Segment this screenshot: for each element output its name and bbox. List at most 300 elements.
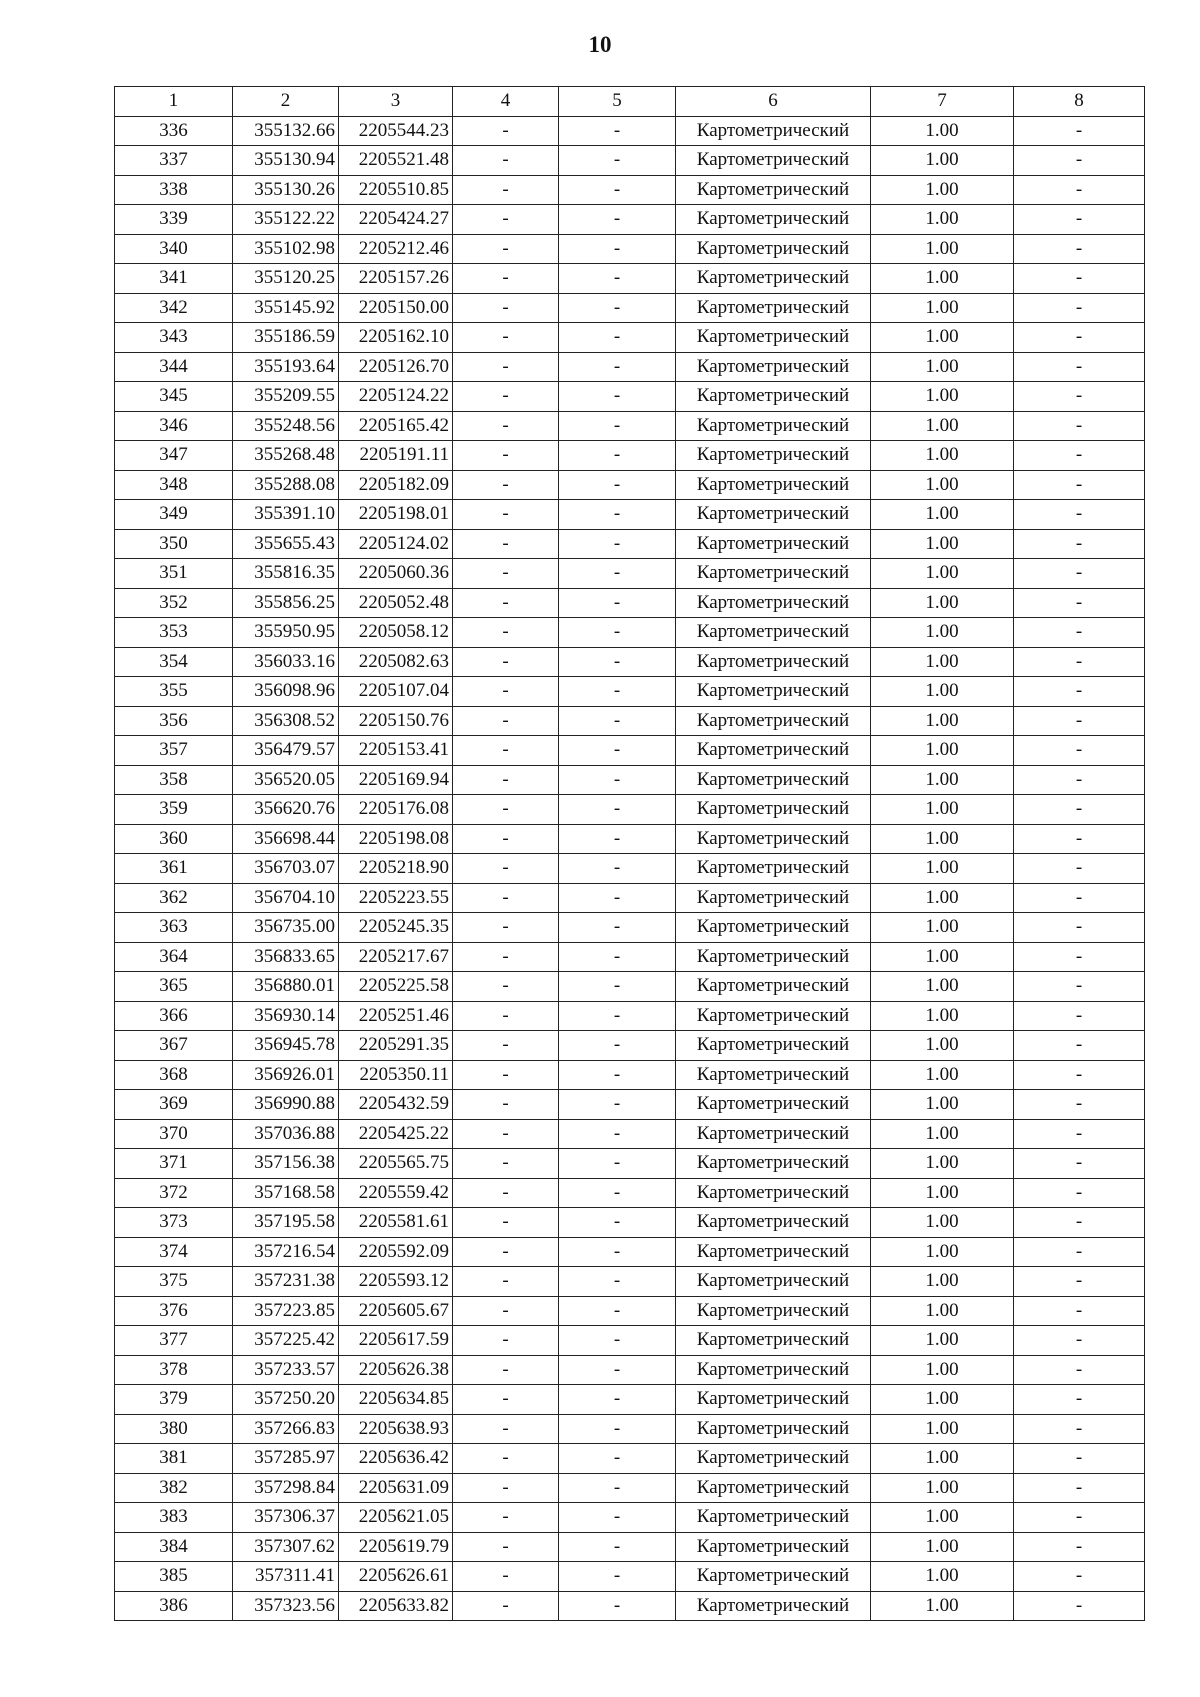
table-body bbox=[115, 116, 1145, 1621]
column-5-cell: - bbox=[559, 824, 676, 854]
x-coordinate-cell: 356833.65 bbox=[233, 942, 339, 972]
column-8-cell: - bbox=[1014, 411, 1145, 441]
y-coordinate-cell: 2205218.90 bbox=[339, 854, 453, 884]
column-8-cell: - bbox=[1014, 677, 1145, 707]
accuracy-cell: 1.00 bbox=[871, 883, 1014, 913]
method-cell: Картометрический bbox=[676, 972, 871, 1002]
column-header-7: 7 bbox=[871, 87, 1014, 117]
column-4-cell: - bbox=[453, 529, 559, 559]
x-coordinate-cell: 357225.42 bbox=[233, 1326, 339, 1356]
method-cell: Картометрический bbox=[676, 1178, 871, 1208]
point-number-cell: 375 bbox=[115, 1267, 233, 1297]
method-cell: Картометрический bbox=[676, 1090, 871, 1120]
column-8-cell: - bbox=[1014, 765, 1145, 795]
column-4-cell: - bbox=[453, 883, 559, 913]
point-number-cell: 379 bbox=[115, 1385, 233, 1415]
point-number-cell: 359 bbox=[115, 795, 233, 825]
x-coordinate-cell: 355816.35 bbox=[233, 559, 339, 589]
y-coordinate-cell: 2205245.35 bbox=[339, 913, 453, 943]
point-number-cell: 341 bbox=[115, 264, 233, 294]
column-5-cell: - bbox=[559, 146, 676, 176]
table-row bbox=[115, 529, 1145, 559]
column-8-cell: - bbox=[1014, 588, 1145, 618]
method-cell: Картометрический bbox=[676, 795, 871, 825]
point-number-cell: 361 bbox=[115, 854, 233, 884]
column-8-cell: - bbox=[1014, 264, 1145, 294]
column-4-cell: - bbox=[453, 1208, 559, 1238]
column-5-cell: - bbox=[559, 618, 676, 648]
column-8-cell: - bbox=[1014, 293, 1145, 323]
point-number-cell: 346 bbox=[115, 411, 233, 441]
column-4-cell: - bbox=[453, 411, 559, 441]
x-coordinate-cell: 357168.58 bbox=[233, 1178, 339, 1208]
y-coordinate-cell: 2205191.11 bbox=[339, 441, 453, 471]
accuracy-cell: 1.00 bbox=[871, 1060, 1014, 1090]
y-coordinate-cell: 2205619.79 bbox=[339, 1532, 453, 1562]
accuracy-cell: 1.00 bbox=[871, 736, 1014, 766]
table-row bbox=[115, 647, 1145, 677]
table-row bbox=[115, 736, 1145, 766]
x-coordinate-cell: 355120.25 bbox=[233, 264, 339, 294]
accuracy-cell: 1.00 bbox=[871, 1001, 1014, 1031]
point-number-cell: 368 bbox=[115, 1060, 233, 1090]
point-number-cell: 355 bbox=[115, 677, 233, 707]
point-number-cell: 370 bbox=[115, 1119, 233, 1149]
method-cell: Картометрический bbox=[676, 205, 871, 235]
column-8-cell: - bbox=[1014, 323, 1145, 353]
y-coordinate-cell: 2205082.63 bbox=[339, 647, 453, 677]
table-row bbox=[115, 1178, 1145, 1208]
column-8-cell: - bbox=[1014, 1090, 1145, 1120]
column-5-cell: - bbox=[559, 441, 676, 471]
x-coordinate-cell: 356098.96 bbox=[233, 677, 339, 707]
table-row bbox=[115, 972, 1145, 1002]
column-4-cell: - bbox=[453, 736, 559, 766]
column-4-cell: - bbox=[453, 1444, 559, 1474]
accuracy-cell: 1.00 bbox=[871, 795, 1014, 825]
column-5-cell: - bbox=[559, 1001, 676, 1031]
y-coordinate-cell: 2205058.12 bbox=[339, 618, 453, 648]
accuracy-cell: 1.00 bbox=[871, 175, 1014, 205]
y-coordinate-cell: 2205251.46 bbox=[339, 1001, 453, 1031]
point-number-cell: 358 bbox=[115, 765, 233, 795]
method-cell: Картометрический bbox=[676, 1149, 871, 1179]
accuracy-cell: 1.00 bbox=[871, 293, 1014, 323]
column-5-cell: - bbox=[559, 1503, 676, 1533]
column-4-cell: - bbox=[453, 1031, 559, 1061]
column-5-cell: - bbox=[559, 736, 676, 766]
y-coordinate-cell: 2205150.00 bbox=[339, 293, 453, 323]
table-row bbox=[115, 854, 1145, 884]
point-number-cell: 372 bbox=[115, 1178, 233, 1208]
point-number-cell: 371 bbox=[115, 1149, 233, 1179]
column-8-cell: - bbox=[1014, 1237, 1145, 1267]
table-row bbox=[115, 116, 1145, 146]
column-4-cell: - bbox=[453, 175, 559, 205]
point-number-cell: 344 bbox=[115, 352, 233, 382]
column-4-cell: - bbox=[453, 1237, 559, 1267]
y-coordinate-cell: 2205510.85 bbox=[339, 175, 453, 205]
point-number-cell: 386 bbox=[115, 1591, 233, 1621]
column-4-cell: - bbox=[453, 795, 559, 825]
accuracy-cell: 1.00 bbox=[871, 382, 1014, 412]
column-5-cell: - bbox=[559, 795, 676, 825]
column-5-cell: - bbox=[559, 1355, 676, 1385]
column-5-cell: - bbox=[559, 1296, 676, 1326]
column-header-4: 4 bbox=[453, 87, 559, 117]
column-8-cell: - bbox=[1014, 1326, 1145, 1356]
column-5-cell: - bbox=[559, 1178, 676, 1208]
column-4-cell: - bbox=[453, 352, 559, 382]
method-cell: Картометрический bbox=[676, 559, 871, 589]
column-5-cell: - bbox=[559, 706, 676, 736]
method-cell: Картометрический bbox=[676, 824, 871, 854]
method-cell: Картометрический bbox=[676, 588, 871, 618]
y-coordinate-cell: 2205432.59 bbox=[339, 1090, 453, 1120]
column-4-cell: - bbox=[453, 323, 559, 353]
y-coordinate-cell: 2205638.93 bbox=[339, 1414, 453, 1444]
x-coordinate-cell: 355186.59 bbox=[233, 323, 339, 353]
x-coordinate-cell: 355856.25 bbox=[233, 588, 339, 618]
method-cell: Картометрический bbox=[676, 1001, 871, 1031]
column-4-cell: - bbox=[453, 1355, 559, 1385]
method-cell: Картометрический bbox=[676, 1414, 871, 1444]
accuracy-cell: 1.00 bbox=[871, 1296, 1014, 1326]
column-header-2: 2 bbox=[233, 87, 339, 117]
y-coordinate-cell: 2205605.67 bbox=[339, 1296, 453, 1326]
y-coordinate-cell: 2205350.11 bbox=[339, 1060, 453, 1090]
column-8-cell: - bbox=[1014, 942, 1145, 972]
y-coordinate-cell: 2205153.41 bbox=[339, 736, 453, 766]
y-coordinate-cell: 2205198.01 bbox=[339, 500, 453, 530]
method-cell: Картометрический bbox=[676, 1326, 871, 1356]
accuracy-cell: 1.00 bbox=[871, 706, 1014, 736]
table-row bbox=[115, 234, 1145, 264]
column-8-cell: - bbox=[1014, 1119, 1145, 1149]
column-4-cell: - bbox=[453, 1149, 559, 1179]
table-row bbox=[115, 323, 1145, 353]
column-4-cell: - bbox=[453, 1532, 559, 1562]
column-8-cell: - bbox=[1014, 706, 1145, 736]
x-coordinate-cell: 357306.37 bbox=[233, 1503, 339, 1533]
table-row bbox=[115, 1532, 1145, 1562]
table-row bbox=[115, 1444, 1145, 1474]
column-5-cell: - bbox=[559, 529, 676, 559]
column-4-cell: - bbox=[453, 1503, 559, 1533]
column-5-cell: - bbox=[559, 1237, 676, 1267]
accuracy-cell: 1.00 bbox=[871, 529, 1014, 559]
accuracy-cell: 1.00 bbox=[871, 854, 1014, 884]
method-cell: Картометрический bbox=[676, 116, 871, 146]
x-coordinate-cell: 357233.57 bbox=[233, 1355, 339, 1385]
column-8-cell: - bbox=[1014, 824, 1145, 854]
column-8-cell: - bbox=[1014, 1060, 1145, 1090]
column-4-cell: - bbox=[453, 824, 559, 854]
method-cell: Картометрический bbox=[676, 1473, 871, 1503]
column-4-cell: - bbox=[453, 1414, 559, 1444]
y-coordinate-cell: 2205544.23 bbox=[339, 116, 453, 146]
column-8-cell: - bbox=[1014, 352, 1145, 382]
point-number-cell: 366 bbox=[115, 1001, 233, 1031]
method-cell: Картометрический bbox=[676, 146, 871, 176]
method-cell: Картометрический bbox=[676, 234, 871, 264]
method-cell: Картометрический bbox=[676, 1031, 871, 1061]
column-8-cell: - bbox=[1014, 795, 1145, 825]
column-5-cell: - bbox=[559, 1414, 676, 1444]
table-row bbox=[115, 618, 1145, 648]
accuracy-cell: 1.00 bbox=[871, 470, 1014, 500]
column-8-cell: - bbox=[1014, 470, 1145, 500]
table-row bbox=[115, 1326, 1145, 1356]
accuracy-cell: 1.00 bbox=[871, 264, 1014, 294]
x-coordinate-cell: 356308.52 bbox=[233, 706, 339, 736]
accuracy-cell: 1.00 bbox=[871, 618, 1014, 648]
page-number: 10 bbox=[588, 32, 612, 57]
x-coordinate-cell: 357036.88 bbox=[233, 1119, 339, 1149]
y-coordinate-cell: 2205593.12 bbox=[339, 1267, 453, 1297]
accuracy-cell: 1.00 bbox=[871, 1326, 1014, 1356]
method-cell: Картометрический bbox=[676, 1444, 871, 1474]
x-coordinate-cell: 355950.95 bbox=[233, 618, 339, 648]
column-5-cell: - bbox=[559, 559, 676, 589]
y-coordinate-cell: 2205162.10 bbox=[339, 323, 453, 353]
x-coordinate-cell: 357156.38 bbox=[233, 1149, 339, 1179]
method-cell: Картометрический bbox=[676, 529, 871, 559]
point-number-cell: 378 bbox=[115, 1355, 233, 1385]
point-number-cell: 350 bbox=[115, 529, 233, 559]
column-5-cell: - bbox=[559, 1562, 676, 1592]
x-coordinate-cell: 355248.56 bbox=[233, 411, 339, 441]
column-5-cell: - bbox=[559, 411, 676, 441]
x-coordinate-cell: 357216.54 bbox=[233, 1237, 339, 1267]
accuracy-cell: 1.00 bbox=[871, 913, 1014, 943]
point-number-cell: 373 bbox=[115, 1208, 233, 1238]
table-row bbox=[115, 1031, 1145, 1061]
accuracy-cell: 1.00 bbox=[871, 411, 1014, 441]
x-coordinate-cell: 356880.01 bbox=[233, 972, 339, 1002]
point-number-cell: 363 bbox=[115, 913, 233, 943]
column-4-cell: - bbox=[453, 205, 559, 235]
y-coordinate-cell: 2205425.22 bbox=[339, 1119, 453, 1149]
table-row bbox=[115, 1149, 1145, 1179]
column-4-cell: - bbox=[453, 500, 559, 530]
x-coordinate-cell: 356620.76 bbox=[233, 795, 339, 825]
y-coordinate-cell: 2205621.05 bbox=[339, 1503, 453, 1533]
column-5-cell: - bbox=[559, 1267, 676, 1297]
column-4-cell: - bbox=[453, 470, 559, 500]
column-4-cell: - bbox=[453, 972, 559, 1002]
column-8-cell: - bbox=[1014, 175, 1145, 205]
column-5-cell: - bbox=[559, 116, 676, 146]
column-5-cell: - bbox=[559, 175, 676, 205]
column-4-cell: - bbox=[453, 647, 559, 677]
method-cell: Картометрический bbox=[676, 1532, 871, 1562]
accuracy-cell: 1.00 bbox=[871, 677, 1014, 707]
x-coordinate-cell: 355130.26 bbox=[233, 175, 339, 205]
point-number-cell: 340 bbox=[115, 234, 233, 264]
column-5-cell: - bbox=[559, 264, 676, 294]
table-row bbox=[115, 1208, 1145, 1238]
column-4-cell: - bbox=[453, 234, 559, 264]
y-coordinate-cell: 2205157.26 bbox=[339, 264, 453, 294]
method-cell: Картометрический bbox=[676, 736, 871, 766]
point-number-cell: 342 bbox=[115, 293, 233, 323]
x-coordinate-cell: 357285.97 bbox=[233, 1444, 339, 1474]
x-coordinate-cell: 356926.01 bbox=[233, 1060, 339, 1090]
y-coordinate-cell: 2205626.61 bbox=[339, 1562, 453, 1592]
method-cell: Картометрический bbox=[676, 1562, 871, 1592]
method-cell: Картометрический bbox=[676, 647, 871, 677]
method-cell: Картометрический bbox=[676, 293, 871, 323]
y-coordinate-cell: 2205291.35 bbox=[339, 1031, 453, 1061]
point-number-cell: 348 bbox=[115, 470, 233, 500]
accuracy-cell: 1.00 bbox=[871, 1119, 1014, 1149]
point-number-cell: 374 bbox=[115, 1237, 233, 1267]
column-5-cell: - bbox=[559, 765, 676, 795]
column-5-cell: - bbox=[559, 1326, 676, 1356]
table-row bbox=[115, 352, 1145, 382]
column-5-cell: - bbox=[559, 588, 676, 618]
x-coordinate-cell: 357323.56 bbox=[233, 1591, 339, 1621]
column-5-cell: - bbox=[559, 1060, 676, 1090]
accuracy-cell: 1.00 bbox=[871, 1473, 1014, 1503]
x-coordinate-cell: 357266.83 bbox=[233, 1414, 339, 1444]
point-number-cell: 351 bbox=[115, 559, 233, 589]
column-5-cell: - bbox=[559, 1444, 676, 1474]
accuracy-cell: 1.00 bbox=[871, 441, 1014, 471]
table-row bbox=[115, 205, 1145, 235]
column-8-cell: - bbox=[1014, 1296, 1145, 1326]
table-row bbox=[115, 824, 1145, 854]
accuracy-cell: 1.00 bbox=[871, 1208, 1014, 1238]
column-5-cell: - bbox=[559, 942, 676, 972]
column-8-cell: - bbox=[1014, 382, 1145, 412]
point-number-cell: 385 bbox=[115, 1562, 233, 1592]
x-coordinate-cell: 356704.10 bbox=[233, 883, 339, 913]
column-4-cell: - bbox=[453, 559, 559, 589]
point-number-cell: 336 bbox=[115, 116, 233, 146]
x-coordinate-cell: 357250.20 bbox=[233, 1385, 339, 1415]
method-cell: Картометрический bbox=[676, 1060, 871, 1090]
column-5-cell: - bbox=[559, 382, 676, 412]
y-coordinate-cell: 2205212.46 bbox=[339, 234, 453, 264]
y-coordinate-cell: 2205559.42 bbox=[339, 1178, 453, 1208]
method-cell: Картометрический bbox=[676, 382, 871, 412]
column-8-cell: - bbox=[1014, 234, 1145, 264]
y-coordinate-cell: 2205225.58 bbox=[339, 972, 453, 1002]
column-5-cell: - bbox=[559, 972, 676, 1002]
accuracy-cell: 1.00 bbox=[871, 323, 1014, 353]
point-number-cell: 380 bbox=[115, 1414, 233, 1444]
point-number-cell: 384 bbox=[115, 1532, 233, 1562]
method-cell: Картометрический bbox=[676, 618, 871, 648]
table-row bbox=[115, 1562, 1145, 1592]
y-coordinate-cell: 2205581.61 bbox=[339, 1208, 453, 1238]
method-cell: Картометрический bbox=[676, 500, 871, 530]
accuracy-cell: 1.00 bbox=[871, 942, 1014, 972]
column-8-cell: - bbox=[1014, 736, 1145, 766]
column-4-cell: - bbox=[453, 588, 559, 618]
table-row bbox=[115, 1119, 1145, 1149]
column-5-cell: - bbox=[559, 1119, 676, 1149]
column-4-cell: - bbox=[453, 1001, 559, 1031]
x-coordinate-cell: 356479.57 bbox=[233, 736, 339, 766]
accuracy-cell: 1.00 bbox=[871, 205, 1014, 235]
column-4-cell: - bbox=[453, 1060, 559, 1090]
method-cell: Картометрический bbox=[676, 1119, 871, 1149]
method-cell: Картометрический bbox=[676, 352, 871, 382]
column-5-cell: - bbox=[559, 647, 676, 677]
column-8-cell: - bbox=[1014, 618, 1145, 648]
column-8-cell: - bbox=[1014, 1562, 1145, 1592]
x-coordinate-cell: 357231.38 bbox=[233, 1267, 339, 1297]
column-8-cell: - bbox=[1014, 529, 1145, 559]
column-5-cell: - bbox=[559, 677, 676, 707]
column-8-cell: - bbox=[1014, 1149, 1145, 1179]
point-number-cell: 376 bbox=[115, 1296, 233, 1326]
table-row bbox=[115, 293, 1145, 323]
y-coordinate-cell: 2205060.36 bbox=[339, 559, 453, 589]
accuracy-cell: 1.00 bbox=[871, 1591, 1014, 1621]
accuracy-cell: 1.00 bbox=[871, 146, 1014, 176]
y-coordinate-cell: 2205217.67 bbox=[339, 942, 453, 972]
y-coordinate-cell: 2205126.70 bbox=[339, 352, 453, 382]
method-cell: Картометрический bbox=[676, 854, 871, 884]
column-8-cell: - bbox=[1014, 1591, 1145, 1621]
column-5-cell: - bbox=[559, 1031, 676, 1061]
column-8-cell: - bbox=[1014, 1267, 1145, 1297]
point-number-cell: 367 bbox=[115, 1031, 233, 1061]
accuracy-cell: 1.00 bbox=[871, 1414, 1014, 1444]
accuracy-cell: 1.00 bbox=[871, 1355, 1014, 1385]
accuracy-cell: 1.00 bbox=[871, 1090, 1014, 1120]
table-row bbox=[115, 470, 1145, 500]
y-coordinate-cell: 2205223.55 bbox=[339, 883, 453, 913]
column-4-cell: - bbox=[453, 854, 559, 884]
column-8-cell: - bbox=[1014, 913, 1145, 943]
y-coordinate-cell: 2205633.82 bbox=[339, 1591, 453, 1621]
y-coordinate-cell: 2205124.22 bbox=[339, 382, 453, 412]
column-8-cell: - bbox=[1014, 1414, 1145, 1444]
column-5-cell: - bbox=[559, 234, 676, 264]
column-4-cell: - bbox=[453, 1385, 559, 1415]
accuracy-cell: 1.00 bbox=[871, 588, 1014, 618]
table-row bbox=[115, 765, 1145, 795]
x-coordinate-cell: 357195.58 bbox=[233, 1208, 339, 1238]
column-8-cell: - bbox=[1014, 559, 1145, 589]
column-8-cell: - bbox=[1014, 146, 1145, 176]
point-number-cell: 343 bbox=[115, 323, 233, 353]
x-coordinate-cell: 355268.48 bbox=[233, 441, 339, 471]
accuracy-cell: 1.00 bbox=[871, 1237, 1014, 1267]
y-coordinate-cell: 2205617.59 bbox=[339, 1326, 453, 1356]
x-coordinate-cell: 355145.92 bbox=[233, 293, 339, 323]
column-8-cell: - bbox=[1014, 441, 1145, 471]
y-coordinate-cell: 2205169.94 bbox=[339, 765, 453, 795]
x-coordinate-cell: 355655.43 bbox=[233, 529, 339, 559]
method-cell: Картометрический bbox=[676, 1296, 871, 1326]
method-cell: Картометрический bbox=[676, 1267, 871, 1297]
column-4-cell: - bbox=[453, 146, 559, 176]
point-number-cell: 357 bbox=[115, 736, 233, 766]
accuracy-cell: 1.00 bbox=[871, 352, 1014, 382]
table-row bbox=[115, 411, 1145, 441]
column-5-cell: - bbox=[559, 1208, 676, 1238]
x-coordinate-cell: 355288.08 bbox=[233, 470, 339, 500]
method-cell: Картометрический bbox=[676, 441, 871, 471]
table-row bbox=[115, 441, 1145, 471]
table-row bbox=[115, 1237, 1145, 1267]
